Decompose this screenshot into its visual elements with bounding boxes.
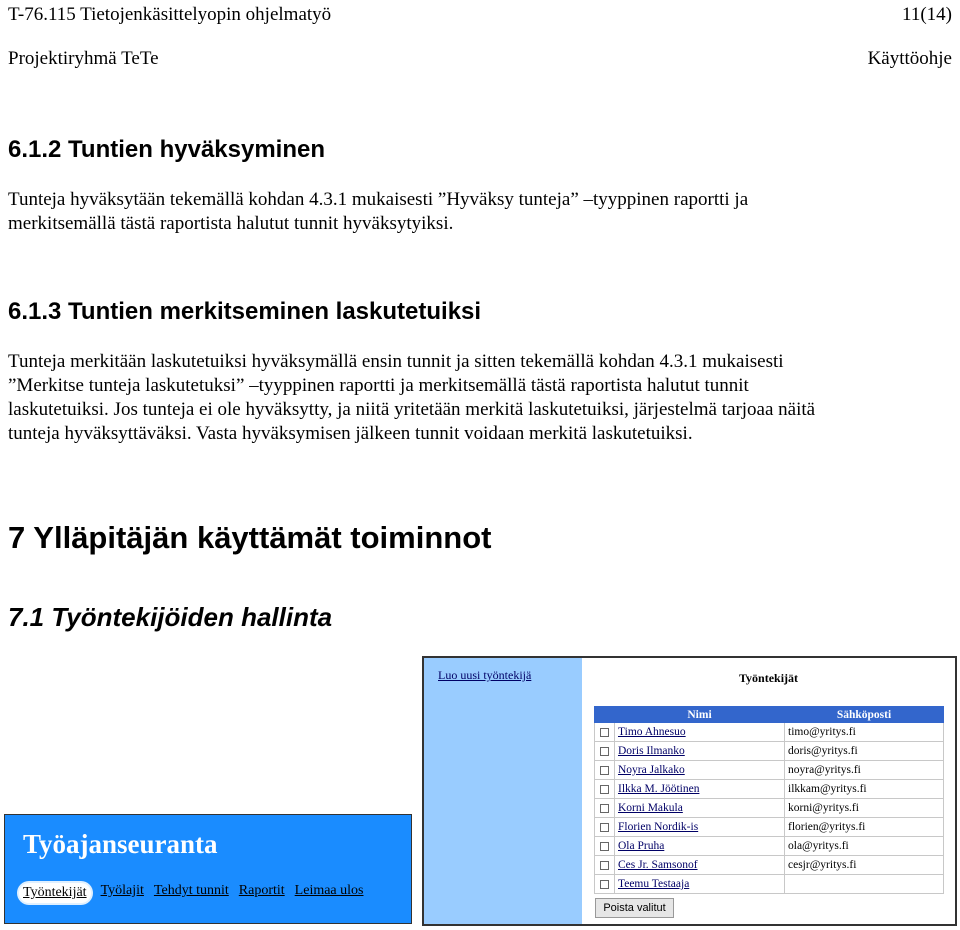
select-checkbox[interactable] <box>600 823 609 832</box>
body-line: Tunteja hyväksytään tekemällä kohdan 4.3.1 mukaisesti ”Hyväksy tunteja” –tyyppinen raportti ja <box>8 189 749 210</box>
select-checkbox[interactable] <box>600 804 609 813</box>
app-title: Työajanseuranta <box>23 829 218 859</box>
row-checkbox-cell <box>595 875 615 894</box>
table-row <box>595 761 944 780</box>
nav-logged-hours[interactable]: Tehdyt tunnit <box>153 883 229 898</box>
employee-name-link[interactable]: Teemu Testaaja <box>615 875 785 894</box>
section-6-1-2-heading: 6.1.2 Tuntien hyväksyminen <box>8 136 326 163</box>
select-checkbox[interactable] <box>600 861 609 870</box>
body-line: laskutetuiksi. Jos tunteja ei ole hyväksytty, ja niitä yritetään merkitä laskutetuiksi, järjestelmä tarjoaa näitä <box>8 399 816 420</box>
section-6-1-2-body <box>8 188 956 236</box>
table-row <box>595 837 944 856</box>
table-header-row <box>595 707 944 723</box>
table-row <box>595 799 944 818</box>
employee-name-link[interactable]: Ilkka M. Jöötinen <box>615 780 785 799</box>
employee-email: timo@yritys.fi <box>785 723 944 742</box>
name-column-header: Nimi <box>615 707 785 723</box>
employee-name-link[interactable]: Noyra Jalkako <box>615 761 785 780</box>
new-employee-link[interactable]: Luo uusi työntekijä <box>438 668 532 682</box>
employee-email: noyra@yritys.fi <box>785 761 944 780</box>
select-checkbox[interactable] <box>600 728 609 737</box>
course-name: T-76.115 Tietojenkäsittelyopin ohjelmatyö <box>8 4 332 25</box>
select-checkbox[interactable] <box>600 842 609 851</box>
employees-table <box>594 706 944 894</box>
employee-name-link[interactable]: Korni Makula <box>615 799 785 818</box>
delete-selected-button[interactable]: Poista valitut <box>595 898 674 918</box>
nav-reports[interactable]: Raportit <box>238 883 285 898</box>
page-header-row-2 <box>8 48 952 70</box>
employee-email: ilkkam@yritys.fi <box>785 780 944 799</box>
table-row <box>595 818 944 837</box>
row-checkbox-cell <box>595 856 615 875</box>
employee-name-link[interactable]: Florien Nordik-is <box>615 818 785 837</box>
nav-employees[interactable]: Työntekijät <box>19 883 91 903</box>
group-name: Projektiryhmä TeTe <box>8 48 159 69</box>
employee-management-screenshot <box>422 656 957 926</box>
row-checkbox-cell <box>595 723 615 742</box>
employee-name-link[interactable]: Ola Pruha <box>615 837 785 856</box>
table-row <box>595 742 944 761</box>
employee-email <box>785 875 944 894</box>
body-line: merkitsemällä tästä raportista halutut tunnit hyväksytyiksi. <box>8 213 454 234</box>
employees-table-title: Työntekijät <box>738 671 799 685</box>
nav-work-types[interactable]: Työlajit <box>100 883 144 898</box>
section-6-1-3-body <box>8 350 956 446</box>
section-7-1-heading: 7.1 Työntekijöiden hallinta <box>8 602 333 632</box>
select-checkbox[interactable] <box>600 880 609 889</box>
row-checkbox-cell <box>595 818 615 837</box>
checkbox-column-header <box>595 707 615 723</box>
email-column-header: Sähköposti <box>785 707 944 723</box>
body-line: Tunteja merkitään laskutetuiksi hyväksymällä ensin tunnit ja sitten tekemällä kohdan 4.3.1 mukaisesti <box>8 351 784 372</box>
employee-name-link[interactable]: Timo Ahnesuo <box>615 723 785 742</box>
row-checkbox-cell <box>595 780 615 799</box>
table-row <box>595 723 944 742</box>
row-checkbox-cell <box>595 761 615 780</box>
page-header-row-1 <box>8 4 952 26</box>
section-7-heading: 7 Ylläpitäjän käyttämät toiminnot <box>8 520 492 555</box>
table-row <box>595 856 944 875</box>
employee-email: florien@yritys.fi <box>785 818 944 837</box>
row-checkbox-cell <box>595 837 615 856</box>
row-checkbox-cell <box>595 799 615 818</box>
employee-email: doris@yritys.fi <box>785 742 944 761</box>
select-checkbox[interactable] <box>600 785 609 794</box>
table-row <box>595 780 944 799</box>
employee-email: ola@yritys.fi <box>785 837 944 856</box>
employee-name-link[interactable]: Ces Jr. Samsonof <box>615 856 785 875</box>
row-checkbox-cell <box>595 742 615 761</box>
page-number: 11(14) <box>902 4 952 25</box>
main-navigation <box>23 883 363 903</box>
employee-email: cesjr@yritys.fi <box>785 856 944 875</box>
document-type: Käyttöohje <box>867 48 952 69</box>
select-checkbox[interactable] <box>600 747 609 756</box>
section-6-1-3-heading: 6.1.3 Tuntien merkitseminen laskutetuiksi <box>8 298 482 325</box>
nav-clock-out[interactable]: Leimaa ulos <box>294 883 364 898</box>
body-line: ”Merkitse tunteja laskutetuksi” –tyyppinen raportti ja merkitsemällä tästä raportista halutut tunnit <box>8 375 749 396</box>
body-line: tunteja hyväksyttäväksi. Vasta hyväksymisen jälkeen tunnit voidaan merkitä laskutetuiksi. <box>8 423 693 444</box>
table-row <box>595 875 944 894</box>
employee-email: korni@yritys.fi <box>785 799 944 818</box>
sidebar-panel <box>424 658 582 924</box>
app-banner-screenshot <box>4 814 412 924</box>
employee-name-link[interactable]: Doris Ilmanko <box>615 742 785 761</box>
select-checkbox[interactable] <box>600 766 609 775</box>
